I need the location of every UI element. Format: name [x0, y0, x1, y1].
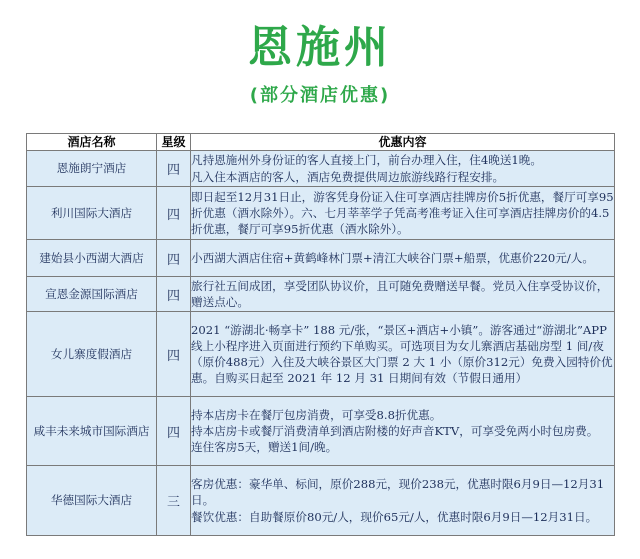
offer-line: 餐饮优惠：自助餐原价80元/人，现价65元/人，优惠时限6月9日—12月31日。 [191, 509, 598, 524]
table-row [27, 151, 615, 187]
offer-line: 旅行社五间成团，享受团队协议价，且可随免费赠送早餐。党员入住享受协议价，赠送点心。 [191, 278, 609, 309]
star-level: 四 [157, 397, 191, 466]
offer-content [191, 240, 615, 277]
table-row [27, 240, 615, 277]
hotel-name: 咸丰未来城市国际酒店 [27, 397, 157, 466]
hotel-name: 宣恩金源国际酒店 [27, 277, 157, 312]
star-level: 三 [157, 466, 191, 536]
offer-content [191, 312, 615, 397]
star-level: 四 [157, 277, 191, 312]
header-hotel-name: 酒店名称 [27, 134, 157, 151]
hotel-name: 女儿寨度假酒店 [27, 312, 157, 397]
offer-line: 持本店房卡在餐厅包房消费，可享受8.8折优惠。 [191, 407, 442, 422]
offer-content [191, 277, 615, 312]
star-level: 四 [157, 240, 191, 277]
offer-line: 凡持恩施州外身份证的客人直接上门，前台办理入住，住4晚送1晚。 [191, 153, 542, 168]
hotel-offers-table [26, 133, 615, 536]
page-subtitle: (部分酒店优惠) [249, 85, 391, 106]
hotel-name: 建始县小西湖大酒店 [27, 240, 157, 277]
table-header-row [27, 134, 615, 151]
star-level: 四 [157, 187, 191, 240]
hotel-name: 利川国际大酒店 [27, 187, 157, 240]
table-row [27, 397, 615, 466]
offer-line: 小西湖大酒店住宿+黄鹤峰林门票+清江大峡谷门票+船票，优惠价220元/人。 [191, 250, 594, 265]
hotel-name: 华德国际大酒店 [27, 466, 157, 536]
star-level: 四 [157, 312, 191, 397]
offer-line: 即日起至12月31日止，游客凭身份证入住可享酒店挂牌房价5折优惠，餐厅可享95折优惠（酒水除外）。六、七月莘莘学子凭高考准考证入住可享酒店挂牌房价的4.5折优惠，餐厅可享95折优惠（酒水除外）。 [191, 189, 614, 237]
offer-line: 凡入住本酒店的客人，酒店免费提供周边旅游线路行程安排。 [191, 169, 505, 184]
offer-line: 连住客房5天，赠送1间/晚。 [191, 440, 338, 455]
offer-line: 客房优惠：豪华单、标间，原价288元，现价238元，优惠时限6月9日—12月31日。 [191, 477, 605, 508]
offer-content [191, 466, 615, 536]
table-row [27, 187, 615, 240]
offer-line: 2021 “游湖北·畅享卡” 188 元/张，“景区+酒店+小镇”。游客通过“游湖北”APP线上小程序进入页面进行预约下单购买。可选项目为女儿寨酒店基础房型 1 间/夜（原价488元）入住及大峡谷景区大门票 2 大 1 小（原价312元）免费入园特价优惠。自购买日起至 2021 年 12 月 31 日期间有效（节假日通用） [191, 322, 613, 386]
offer-content [191, 187, 615, 240]
offer-content [191, 151, 615, 187]
table-row [27, 312, 615, 397]
page-title: 恩施州 [248, 22, 392, 73]
table-row [27, 466, 615, 536]
header-offer-content: 优惠内容 [191, 134, 615, 151]
hotel-name: 恩施朗宁酒店 [27, 151, 157, 187]
table-row [27, 277, 615, 312]
star-level: 四 [157, 151, 191, 187]
header-star-level: 星级 [157, 134, 191, 151]
offer-line: 持本店房卡或餐厅消费清单到酒店附楼的好声音KTV，可享受免两小时包房费。 [191, 423, 599, 438]
offer-content [191, 397, 615, 466]
